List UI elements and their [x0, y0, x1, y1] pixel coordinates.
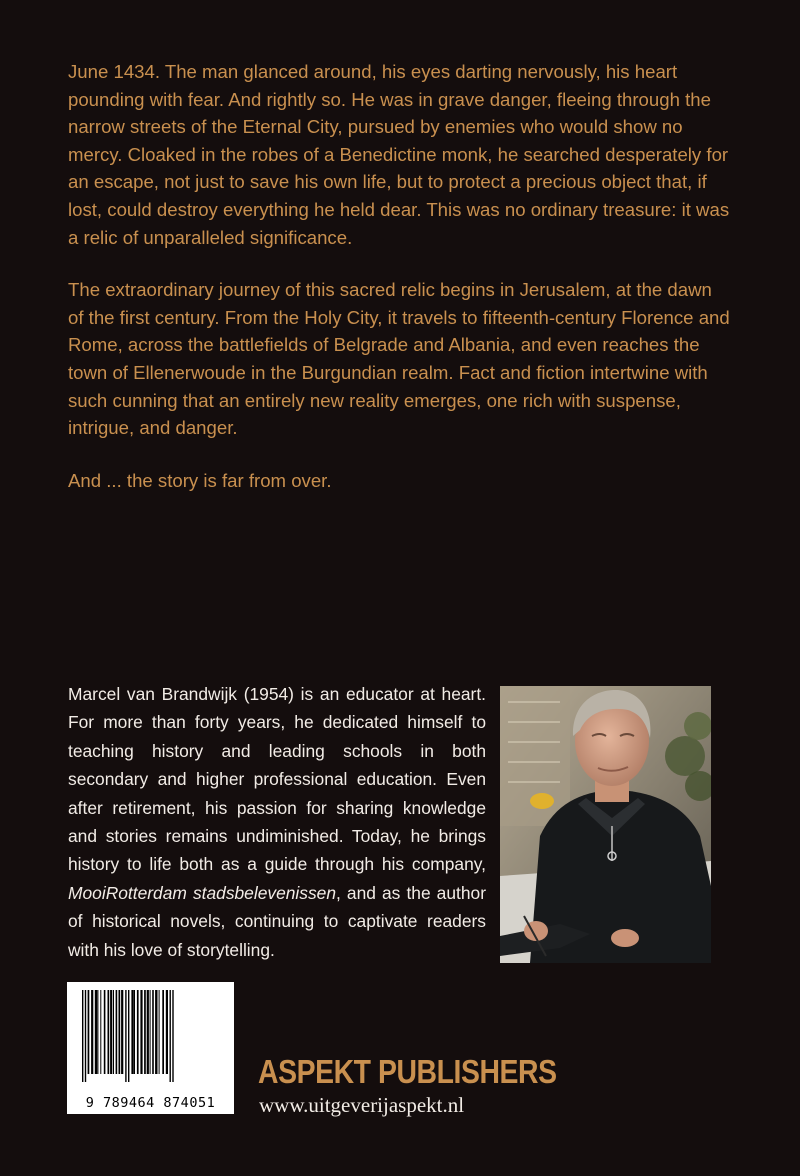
- publisher-website[interactable]: www.uitgeverijaspekt.nl: [259, 1093, 465, 1117]
- bio-intro: Marcel van Brandwijk (1954) is an educator at heart. For more than forty years, he dedicated himself to teaching history and leading schools in both secondary and higher professional education. Even after retirement, his passion for sharing knowledge and stories remains undiminished. Today, he brings history to life both as a guide through his company,: [68, 684, 486, 875]
- isbn-number: 9 789464 874051: [85, 1095, 216, 1111]
- bio-outro: , and as the author of historical novels, continuing to captivate readers with his love of storytelling.: [68, 882, 486, 960]
- author-bio: [68, 680, 486, 964]
- blurb-paragraph-2: The extraordinary journey of this sacred relic begins in Jerusalem, at the dawn of the first century. From the Holy City, it travels to fifteenth-century Florence and Rome, across the battlefields of Belgrade and Albania, and even reaches the town of Ellenerwoude in the Burgundian realm. Fact and fiction intertwine with such cunning that an entirely new reality emerges, one rich with suspense, intrigue, and danger.: [68, 279, 730, 439]
- blurb-paragraph-1: June 1434. The man glanced around, his eyes darting nervously, his heart pounding with fear. And rightly so. He was in grave danger, fleeing through the narrow streets of the Eternal City, pursued by enemies who would show no mercy. Cloaked in the robes of a Benedictine monk, he searched desperately for an escape, not just to save his own life, but to protect a precious object that, if lost, could destroy everything he held dear. This was no ordinary treasure: it was a relic of unparalleled significance.: [68, 61, 730, 248]
- publisher-name: ASPEKT PUBLISHERS: [258, 1053, 557, 1090]
- barcode-bars: [67, 982, 234, 1094]
- author-photo: [500, 686, 711, 963]
- back-cover-blurb: [68, 58, 730, 519]
- company-name: MooiRotterdam stadsbelevenissen: [68, 882, 337, 903]
- blurb-paragraph-3: And ... the story is far from over.: [68, 469, 332, 491]
- isbn-barcode: [67, 982, 234, 1114]
